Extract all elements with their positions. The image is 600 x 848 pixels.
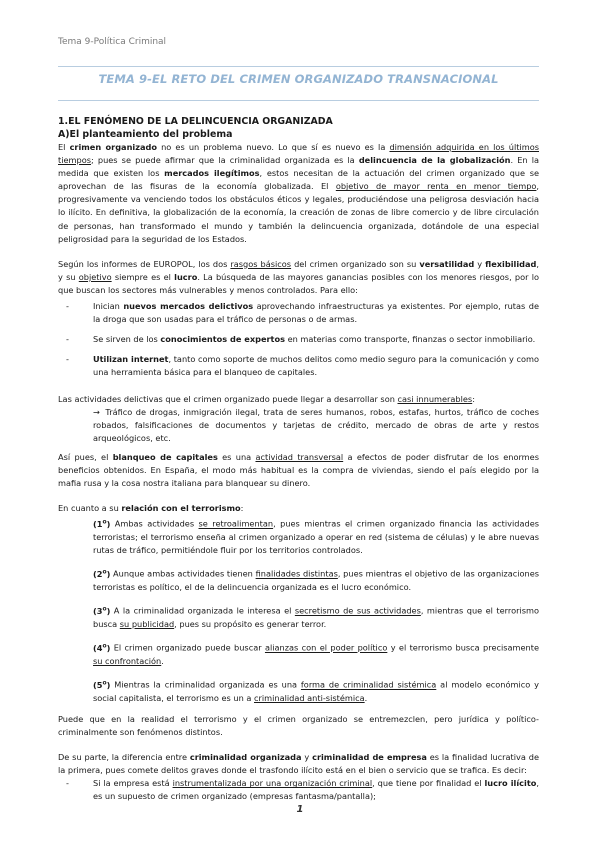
paragraph: El crimen organizado no es un problema nuevo. Lo que sí es nuevo es la dimensión adquirida en los últimos tiempos; pues se puede afirmar que la criminalidad organizada es la delincuencia de la globalización. En la medida que existen los mercados ilegítimos, estos necesitan de la actuación del crimen organizado que se aprovechan de las fisuras de la economía globalizada. El objetivo de mayor renta en menor tiempo, progresivamente va venciendo todos los obstáculos éticos y legales, produciéndose una peligrosa desviación hacia lo ilícito. En definitiva, la globalización de la economía, la creación de zonas de libre comercio y de libre circulación de personas, han transformado el mundo y también la delincuencia organizada, dotándole de una especial peligrosidad para la seguridad de los Estados.: [58, 142, 540, 244]
list-item: - Inician nuevos mercados delictivos aprovechando infraestructuras ya existentes. Por ejemplo, rutas de la droga que son usadas para el tráfico de personas o de armas.: [58, 300, 539, 326]
numbered-item: (5$^o$) Mientras la criminalidad organizada es una forma de criminalidad sistémica al modelo económico y social capitalista, el terrorismo es un a criminalidad anti-sistémica.: [93, 679, 539, 703]
running-header: Tema 9-Política Criminal: [58, 37, 167, 47]
numbered-item: (3$^o$) A la criminalidad organizada le interesa el secretismo de sus actividades, mientras que el terrorismo busca su publicidad, pues su propósito es generar terror.: [93, 605, 539, 630]
numbered-item: (4$^o$) El crimen organizado puede buscar alianzas con el poder político y el terrorismo busca precisamente su confrontación.: [93, 642, 539, 666]
list-item: - Si la empresa está instrumentalizada por una organización criminal, que tiene por finalidad el lucro ilícito, es un supuesto de crimen organizado (empresas fantasma/pantalla);: [58, 777, 539, 803]
arrow-icon: →: [93, 406, 100, 417]
bullet-list: [58, 777, 539, 803]
title-top-rule: [58, 66, 539, 67]
bullet-list: [58, 300, 539, 379]
list-item: - Utilizan internet, tanto como soporte de muchos delitos como medio seguro para la comunicación y como una herramienta básica para el blanqueo de capitales.: [58, 353, 539, 379]
document-body: [58, 116, 539, 811]
title-bottom-rule: [58, 100, 539, 101]
numbered-item: (1$^o$) Ambas actividades se retroalimentan, pues mientras el crimen organizado financia las actividades terroristas; el terrorismo enseña al crimen organizado a operar en red (sistema de células) y le abre nuevas rutas de tráfico, permitiéndole fluir por los territorios controlados.: [93, 518, 540, 556]
paragraph: Puede que en la realidad el terrorismo y el crimen organizado se entremezclen, pero jurídica y político-criminalmente son fenómenos distintos.: [58, 713, 539, 738]
arrow-list-item: → Tráfico de drogas, inmigración ilegal, trata de seres humanos, robos, estafas, hurtos, tráfico de coches robados, falsificaciones de documentos y tarjetas de crédito, mercado de obras de arte y restos arqueológicos, etc.: [93, 406, 539, 443]
paragraph: Así pues, el blanqueo de capitales es una actividad transversal a efectos de poder disfrutar de los enormes beneficios obtenidos. En España, el modo más habitual es la compra de viviendas, siendo el país elegido por la mafia rusa y la cosa nostra italiana para blanquear su dinero.: [58, 451, 539, 489]
page-number: 1: [296, 804, 304, 815]
numbered-item: (2$^o$) Aunque ambas actividades tienen finalidades distintas, pues mientras el objetivo de las organizaciones terroristas es político, el de la delincuencia organizada es el lucro económico.: [93, 568, 540, 593]
paragraph: Según los informes de EUROPOL, los dos rasgos básicos del crimen organizado son su versatilidad y flexibilidad, y su objetivo siempre es el lucro. La búsqueda de las mayores ganancias posibles con los menores riesgos, por lo que buscan los sectores más vulnerables y menos controlados. Para ello:: [58, 258, 539, 295]
document-title: TEMA 9-EL RETO DEL CRIMEN ORGANIZADO TRANSNACIONAL: [98, 72, 499, 86]
paragraph: En cuanto a su relación con el terrorismo:: [58, 503, 244, 514]
section-heading: 1.EL FENÓMENO DE LA DELINCUENCIA ORGANIZADA: [58, 116, 333, 127]
paragraph: Las actividades delictivas que el crimen organizado puede llegar a desarrollar son casi innumerables:: [58, 393, 475, 404]
paragraph: De su parte, la diferencia entre criminalidad organizada y criminalidad de empresa es la finalidad lucrativa de la primera, pues comete delitos graves donde el trasfondo ilícito está en el bien o servicio que se trafica. Es decir:: [58, 752, 539, 776]
subsection-heading: A)El planteamiento del problema: [58, 129, 233, 140]
list-item: - Se sirven de los conocimientos de expertos en materias como transporte, finanzas o sector inmobiliario.: [58, 333, 539, 346]
